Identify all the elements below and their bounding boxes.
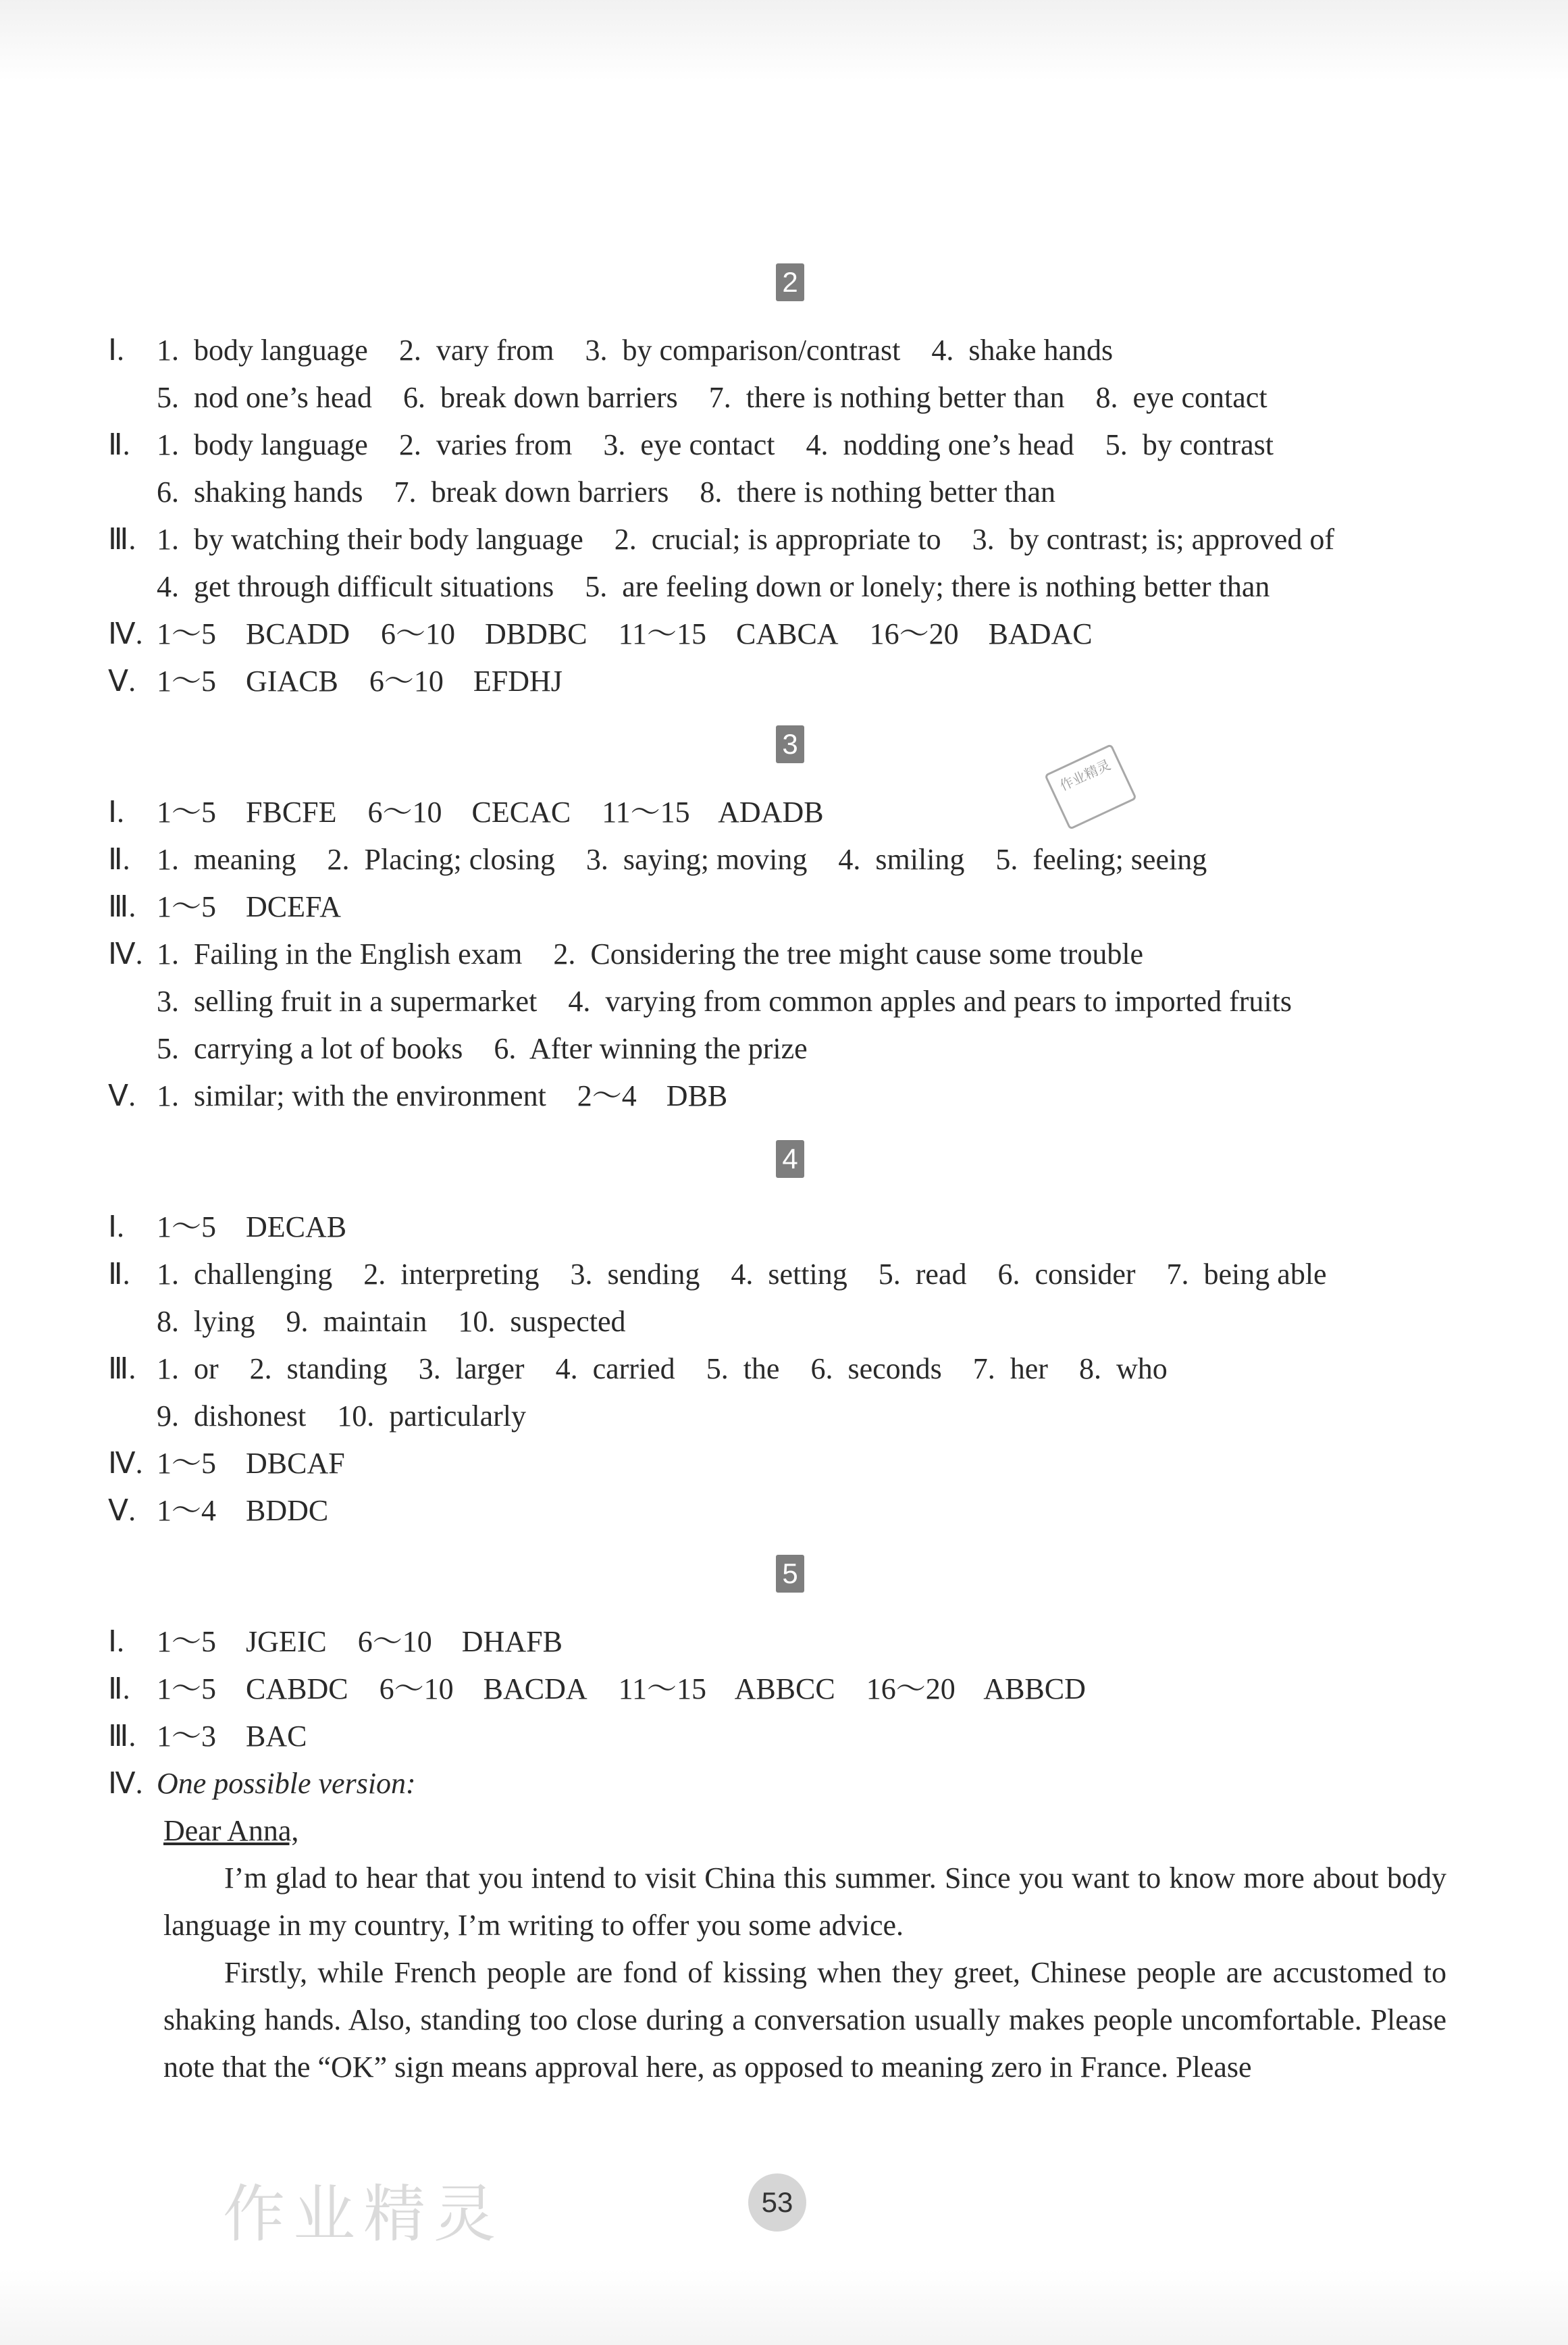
answer-item: 7. her xyxy=(972,1352,1048,1385)
answer-item: 6. After winning the prize xyxy=(494,1032,808,1065)
roman-numeral: Ⅰ. xyxy=(108,1210,124,1243)
answer-item: 5. are feeling down or lonely; there is nothing better than xyxy=(585,570,1270,603)
roman-numeral: Ⅰ. xyxy=(108,796,124,829)
answer-item: 1. body language xyxy=(157,428,368,461)
answer-item: 10. suspected xyxy=(458,1305,626,1338)
answer-line xyxy=(108,611,1472,658)
section-2 xyxy=(108,263,1472,705)
answer-line xyxy=(108,1666,1472,1713)
roman-numeral: Ⅴ. xyxy=(108,1079,136,1112)
roman-numeral: Ⅲ. xyxy=(108,523,136,556)
answer-item: 3. eye contact xyxy=(603,428,775,461)
answer-item: 11～15 CABCA xyxy=(618,617,839,650)
answer-item: 1. Failing in the English exam xyxy=(157,937,523,971)
section-badge: 2 xyxy=(776,263,804,301)
answer-line xyxy=(108,374,1472,421)
answer-item: 4. nodding one’s head xyxy=(806,428,1074,461)
roman-numeral: Ⅳ. xyxy=(108,1767,143,1800)
answer-line xyxy=(108,421,1472,469)
answer-item: 1～5 CABDC xyxy=(157,1672,348,1705)
answer-item: 2～4 DBB xyxy=(577,1079,728,1112)
answer-item: 3. larger xyxy=(418,1352,525,1385)
section-badge: 3 xyxy=(776,725,804,763)
answer-item: 1～3 BAC xyxy=(157,1720,307,1753)
answer-line xyxy=(108,1251,1472,1298)
answer-item: 6～10 EFDHJ xyxy=(369,665,563,698)
answer-item: 3. sending xyxy=(570,1258,700,1291)
roman-numeral: Ⅰ. xyxy=(108,1625,124,1658)
answer-line xyxy=(108,931,1472,978)
answer-item: 1. or xyxy=(157,1352,219,1385)
stamp-watermark: 作业精灵 xyxy=(1044,744,1137,830)
answer-line xyxy=(108,1487,1472,1535)
answer-item: 1. by watching their body language xyxy=(157,523,583,556)
answer-item: 5. nod one’s head xyxy=(157,381,372,414)
answer-line xyxy=(108,1760,1472,1807)
answer-item: 3. saying; moving xyxy=(585,843,808,876)
answer-item: 4. shake hands xyxy=(931,334,1114,367)
answer-line xyxy=(108,1204,1472,1251)
answer-item: 11～15 ADADB xyxy=(602,796,824,829)
essay-label: One possible version: xyxy=(157,1767,416,1800)
answer-line xyxy=(108,978,1472,1025)
answer-line xyxy=(108,1618,1472,1666)
answer-line xyxy=(108,1345,1472,1393)
answer-item: 3. selling fruit in a supermarket xyxy=(157,985,538,1018)
roman-numeral: Ⅳ. xyxy=(108,1447,143,1480)
answer-item: 11～15 ABBCC xyxy=(618,1672,835,1705)
answer-item: 2. Considering the tree might cause some trouble xyxy=(553,937,1144,971)
answer-item: 10. particularly xyxy=(337,1399,527,1433)
sample-essay xyxy=(108,1807,1446,2091)
answer-line xyxy=(108,658,1472,705)
answer-item: 7. break down barriers xyxy=(394,475,669,509)
answer-item: 1～4 BDDC xyxy=(157,1494,329,1527)
answer-item: 2. standing xyxy=(249,1352,388,1385)
answer-item: 2. vary from xyxy=(398,334,554,367)
answer-item: 3. by contrast; is; approved of xyxy=(972,523,1335,556)
section-5 xyxy=(108,1555,1472,2091)
answer-line xyxy=(108,1073,1472,1120)
answer-line xyxy=(108,563,1472,611)
answer-item: 5. feeling; seeing xyxy=(995,843,1207,876)
answer-item: 5. the xyxy=(706,1352,780,1385)
answer-item: 6. break down barriers xyxy=(402,381,678,414)
answer-item: 2. Placing; closing xyxy=(327,843,555,876)
answer-item: 1～5 GIACB xyxy=(157,665,338,698)
answer-key-content xyxy=(108,263,1472,2111)
answer-item: 5. carrying a lot of books xyxy=(157,1032,463,1065)
answer-item: 1～5 BCADD xyxy=(157,617,350,650)
essay-greeting: Dear Anna, xyxy=(163,1814,299,1847)
answer-item: 1～5 JGEIC xyxy=(157,1625,327,1658)
answer-item: 9. maintain xyxy=(286,1305,427,1338)
answer-item: 1. similar; with the environment xyxy=(157,1079,546,1112)
answer-line xyxy=(108,836,1472,883)
roman-numeral: Ⅳ. xyxy=(108,617,143,650)
answer-item: 1. challenging xyxy=(157,1258,333,1291)
answer-item: 4. setting xyxy=(731,1258,847,1291)
answer-item: 9. dishonest xyxy=(157,1399,307,1433)
answer-line xyxy=(108,883,1472,931)
answer-item: 8. who xyxy=(1078,1352,1168,1385)
answer-line xyxy=(108,1393,1472,1440)
answer-item: 2. varies from xyxy=(398,428,573,461)
roman-numeral: Ⅱ. xyxy=(108,428,130,461)
roman-numeral: Ⅴ. xyxy=(108,1494,136,1527)
answer-item: 1～5 FBCFE xyxy=(157,796,337,829)
watermark-text: 作业精灵 xyxy=(223,2178,504,2250)
answer-item: 8. there is nothing better than xyxy=(700,475,1056,509)
answer-item: 4. smiling xyxy=(838,843,965,876)
answer-item: 5. read xyxy=(878,1258,967,1291)
essay-paragraph: Firstly, while French people are fond of kissing when they greet, Chinese people are accustomed to shaking hands. Also, standing too close during a conversation usually makes people uncomfortable. Please note that the “OK” sign means approval here, as opposed to meaning zero in France. Please xyxy=(163,1956,1446,2084)
answer-item: 8. eye contact xyxy=(1095,381,1268,414)
section-4 xyxy=(108,1140,1472,1535)
answer-line xyxy=(108,1713,1472,1760)
answer-item: 6. shaking hands xyxy=(157,475,363,509)
answer-item: 6～10 DBDBC xyxy=(381,617,587,650)
answer-item: 1. body language xyxy=(157,334,368,367)
answer-item: 8. lying xyxy=(157,1305,255,1338)
answer-item: 2. interpreting xyxy=(363,1258,540,1291)
roman-numeral: Ⅲ. xyxy=(108,1720,136,1753)
answer-item: 6～10 BACDA xyxy=(379,1672,587,1705)
answer-item: 7. there is nothing better than xyxy=(708,381,1065,414)
answer-line xyxy=(108,1025,1472,1073)
section-badge: 5 xyxy=(776,1555,804,1593)
answer-item: 6. consider xyxy=(997,1258,1136,1291)
answer-item: 6. seconds xyxy=(810,1352,942,1385)
roman-numeral: Ⅱ. xyxy=(108,843,130,876)
answer-line xyxy=(108,1440,1472,1487)
answer-item: 16～20 ABBCD xyxy=(866,1672,1086,1705)
answer-item: 4. get through difficult situations xyxy=(157,570,554,603)
roman-numeral: Ⅴ. xyxy=(108,665,136,698)
section-badge: 4 xyxy=(776,1140,804,1178)
answer-line xyxy=(108,327,1472,374)
roman-numeral: Ⅲ. xyxy=(108,1352,136,1385)
roman-numeral: Ⅱ. xyxy=(108,1672,130,1705)
roman-numeral: Ⅱ. xyxy=(108,1258,130,1291)
answer-item: 6～10 CECAC xyxy=(367,796,571,829)
roman-numeral: Ⅲ. xyxy=(108,890,136,923)
answer-item: 2. crucial; is appropriate to xyxy=(614,523,941,556)
answer-item: 6～10 DHAFB xyxy=(357,1625,563,1658)
page-number: 53 xyxy=(748,2173,806,2232)
answer-item: 1～5 DECAB xyxy=(157,1210,347,1243)
section-3 xyxy=(108,725,1472,1120)
answer-line xyxy=(108,789,1472,836)
answer-item: 4. carried xyxy=(555,1352,675,1385)
answer-item: 4. varying from common apples and pears to imported fruits xyxy=(568,985,1292,1018)
answer-line xyxy=(108,469,1472,516)
answer-item: 1～5 DCEFA xyxy=(157,890,341,923)
answer-item: 1. meaning xyxy=(157,843,296,876)
answer-item: 5. by contrast xyxy=(1105,428,1274,461)
answer-line xyxy=(108,516,1472,563)
answer-item: 3. by comparison/contrast xyxy=(585,334,901,367)
essay-paragraph: I’m glad to hear that you intend to visit China this summer. Since you want to know more about body language in my country, I’m writing to offer you some advice. xyxy=(163,1861,1446,1942)
answer-item: 7. being able xyxy=(1166,1258,1327,1291)
answer-line xyxy=(108,1298,1472,1345)
roman-numeral: Ⅰ. xyxy=(108,334,124,367)
answer-item: 1～5 DBCAF xyxy=(157,1447,345,1480)
answer-item: 16～20 BADAC xyxy=(869,617,1093,650)
roman-numeral: Ⅳ. xyxy=(108,937,143,971)
